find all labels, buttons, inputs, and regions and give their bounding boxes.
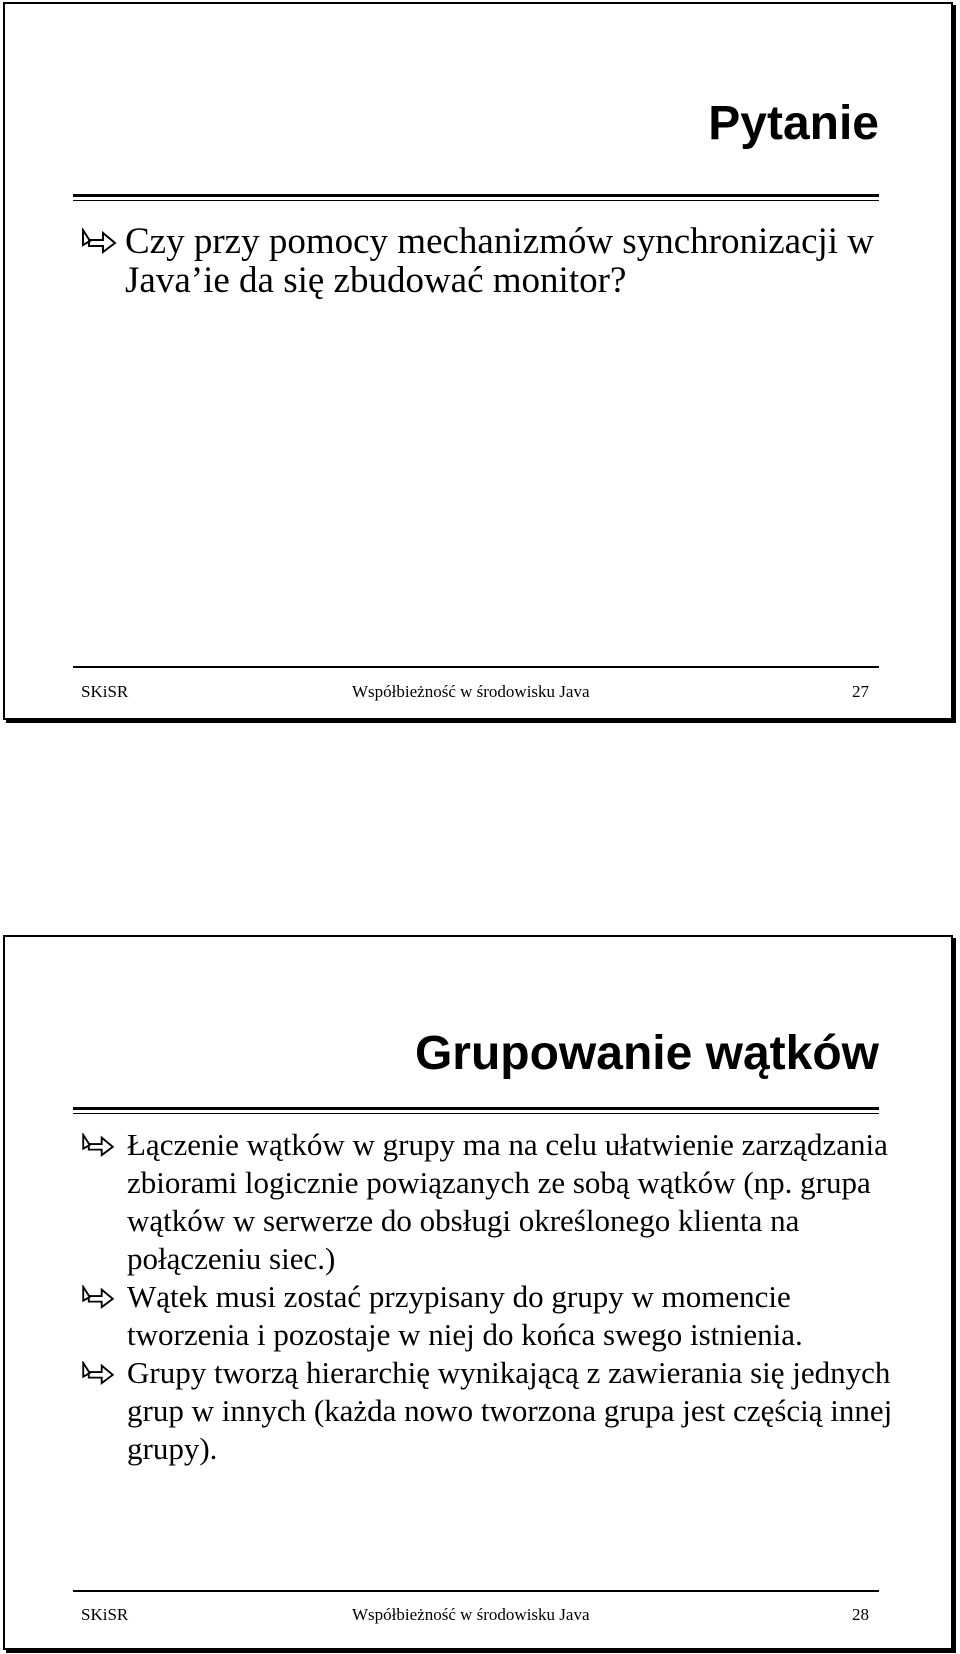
slide-title: Grupowanie wątków bbox=[414, 1027, 879, 1080]
bullet-item bbox=[81, 1354, 911, 1468]
footer-topic: Współbieżność w środowisku Java bbox=[352, 1605, 590, 1624]
page-number: 27 bbox=[852, 682, 869, 701]
slide-27 bbox=[3, 2, 953, 720]
page-number: 28 bbox=[852, 1605, 869, 1624]
title-divider bbox=[73, 194, 879, 197]
bullet-list bbox=[81, 1126, 911, 1468]
bullet-text: Łączenie wątków w grupy ma na celu ułatwienie zarządzania zbiorami logicznie powiązanych ze sobą wątków (np. grupa wątków w serwerze do obsługi określonego klienta na połączeniu siec.) bbox=[127, 1127, 888, 1276]
hollow-arrow-icon bbox=[81, 1285, 115, 1309]
bullet-list bbox=[81, 222, 911, 300]
hollow-arrow-icon bbox=[81, 228, 117, 254]
bullet-text: Wątek musi zostać przypisany do grupy w momencie tworzenia i pozostaje w niej do końca swego istnienia. bbox=[127, 1279, 803, 1352]
footer-topic: Współbieżność w środowisku Java bbox=[352, 682, 590, 701]
footer-divider bbox=[73, 1590, 879, 1592]
footer-course: SKiSR bbox=[81, 682, 129, 701]
footer-course: SKiSR bbox=[81, 1605, 129, 1624]
slide-title: Pytanie bbox=[708, 97, 879, 150]
title-divider bbox=[73, 1107, 879, 1110]
hollow-arrow-icon bbox=[81, 1133, 115, 1157]
bullet-text: Grupy tworzą hierarchię wynikającą z zawierania się jednych grup w innych (każda nowo tworzona grupa jest częścią innej grupy). bbox=[127, 1355, 893, 1466]
bullet-text: Czy przy pomocy mechanizmów synchronizacji w Java’ie da się zbudować monitor? bbox=[125, 221, 875, 301]
slide-28 bbox=[3, 935, 953, 1650]
bullet-item bbox=[81, 1278, 911, 1354]
bullet-item bbox=[81, 222, 911, 300]
hollow-arrow-icon bbox=[81, 1361, 115, 1385]
footer-divider bbox=[73, 666, 879, 668]
bullet-item bbox=[81, 1126, 911, 1278]
